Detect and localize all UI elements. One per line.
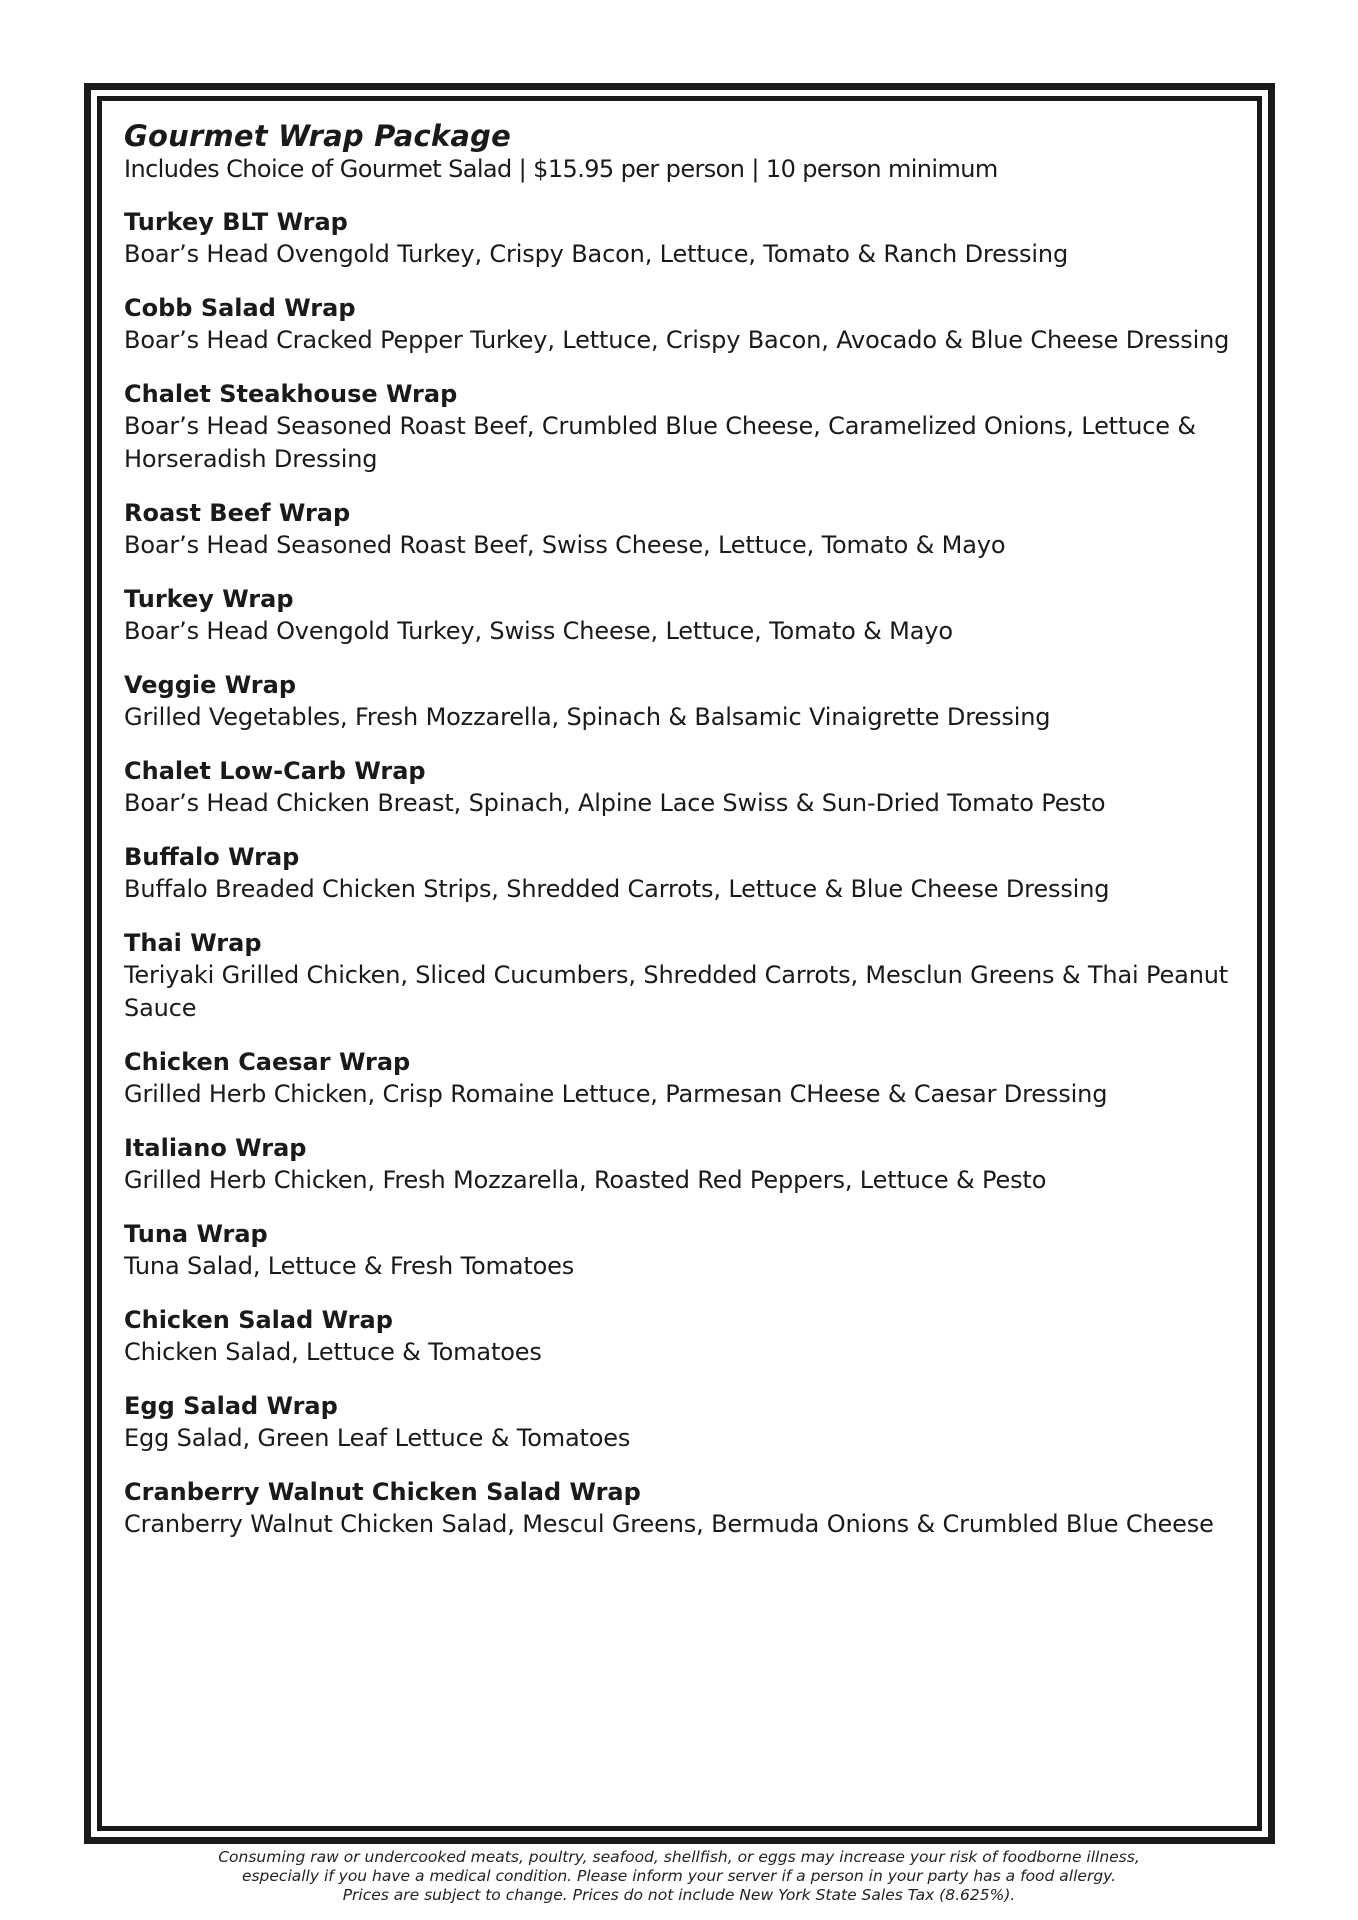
menu-item <box>124 1046 1244 1111</box>
menu-item-description: Cranberry Walnut Chicken Salad, Mescul Greens, Bermuda Onions & Crumbled Blue Cheese <box>124 1510 1214 1538</box>
menu-item-name: Thai Wrap <box>124 929 262 957</box>
menu-item-description: Buffalo Breaded Chicken Strips, Shredded Carrots, Lettuce & Blue Cheese Dressing <box>124 875 1110 903</box>
menu-item-name: Chicken Salad Wrap <box>124 1306 393 1334</box>
menu-item <box>124 206 1244 271</box>
menu-item-description: Boar’s Head Seasoned Roast Beef, Crumbled Blue Cheese, Caramelized Onions, Lettuce & Horseradish Dressing <box>124 412 1196 473</box>
menu-item-name: Cobb Salad Wrap <box>124 294 356 322</box>
allergy-disclaimer <box>0 1848 1358 1905</box>
menu-item-description: Boar’s Head Ovengold Turkey, Crispy Bacon, Lettuce, Tomato & Ranch Dressing <box>124 240 1069 268</box>
menu-item-description: Egg Salad, Green Leaf Lettuce & Tomatoes <box>124 1424 631 1452</box>
package-subtitle: Includes Choice of Gourmet Salad | $15.95 per person | 10 person minimum <box>124 155 998 183</box>
menu-item <box>124 927 1244 1025</box>
menu-item <box>124 583 1244 648</box>
menu-content <box>124 118 1244 1562</box>
menu-item-name: Turkey BLT Wrap <box>124 208 348 236</box>
disclaimer-line: Prices are subject to change. Prices do not include New York State Sales Tax (8.625%). <box>342 1886 1016 1904</box>
disclaimer-line: Consuming raw or undercooked meats, poultry, seafood, shellfish, or eggs may increase your risk of foodborne illness, <box>218 1848 1140 1866</box>
menu-item-description: Boar’s Head Ovengold Turkey, Swiss Cheese, Lettuce, Tomato & Mayo <box>124 617 953 645</box>
menu-item-description: Grilled Herb Chicken, Fresh Mozzarella, Roasted Red Peppers, Lettuce & Pesto <box>124 1166 1047 1194</box>
package-title: Gourmet Wrap Package <box>124 119 511 153</box>
menu-item <box>124 378 1244 476</box>
menu-item <box>124 669 1244 734</box>
menu-item-name: Tuna Wrap <box>124 1220 268 1248</box>
menu-item-name: Chalet Steakhouse Wrap <box>124 380 458 408</box>
disclaimer-line: especially if you have a medical condition. Please inform your server if a person in your party has a food allergy. <box>241 1867 1117 1885</box>
menu-item <box>124 292 1244 357</box>
menu-item-name: Buffalo Wrap <box>124 843 300 871</box>
menu-item-description: Boar’s Head Cracked Pepper Turkey, Lettuce, Crispy Bacon, Avocado & Blue Cheese Dressing <box>124 326 1230 354</box>
menu-item-description: Boar’s Head Chicken Breast, Spinach, Alpine Lace Swiss & Sun-Dried Tomato Pesto <box>124 789 1106 817</box>
menu-item-description: Grilled Vegetables, Fresh Mozzarella, Spinach & Balsamic Vinaigrette Dressing <box>124 703 1051 731</box>
menu-item-name: Chalet Low-Carb Wrap <box>124 757 426 785</box>
menu-item-name: Egg Salad Wrap <box>124 1392 338 1420</box>
menu-item-description: Chicken Salad, Lettuce & Tomatoes <box>124 1338 542 1366</box>
menu-item <box>124 1390 1244 1455</box>
menu-item-name: Italiano Wrap <box>124 1134 307 1162</box>
menu-item-name: Roast Beef Wrap <box>124 499 351 527</box>
menu-item <box>124 1304 1244 1369</box>
menu-item <box>124 1132 1244 1197</box>
menu-item-description: Boar’s Head Seasoned Roast Beef, Swiss Cheese, Lettuce, Tomato & Mayo <box>124 531 1006 559</box>
menu-item-description: Grilled Herb Chicken, Crisp Romaine Lettuce, Parmesan CHeese & Caesar Dressing <box>124 1080 1108 1108</box>
menu-item <box>124 841 1244 906</box>
menu-item <box>124 755 1244 820</box>
menu-item <box>124 1218 1244 1283</box>
menu-item-description: Teriyaki Grilled Chicken, Sliced Cucumbers, Shredded Carrots, Mesclun Greens & Thai Peanut Sauce <box>124 961 1229 1022</box>
menu-item-name: Chicken Caesar Wrap <box>124 1048 411 1076</box>
menu-item-name: Cranberry Walnut Chicken Salad Wrap <box>124 1478 641 1506</box>
menu-item-name: Veggie Wrap <box>124 671 297 699</box>
menu-item <box>124 497 1244 562</box>
menu-item <box>124 1476 1244 1541</box>
menu-item-description: Tuna Salad, Lettuce & Fresh Tomatoes <box>124 1252 575 1280</box>
menu-item-name: Turkey Wrap <box>124 585 294 613</box>
